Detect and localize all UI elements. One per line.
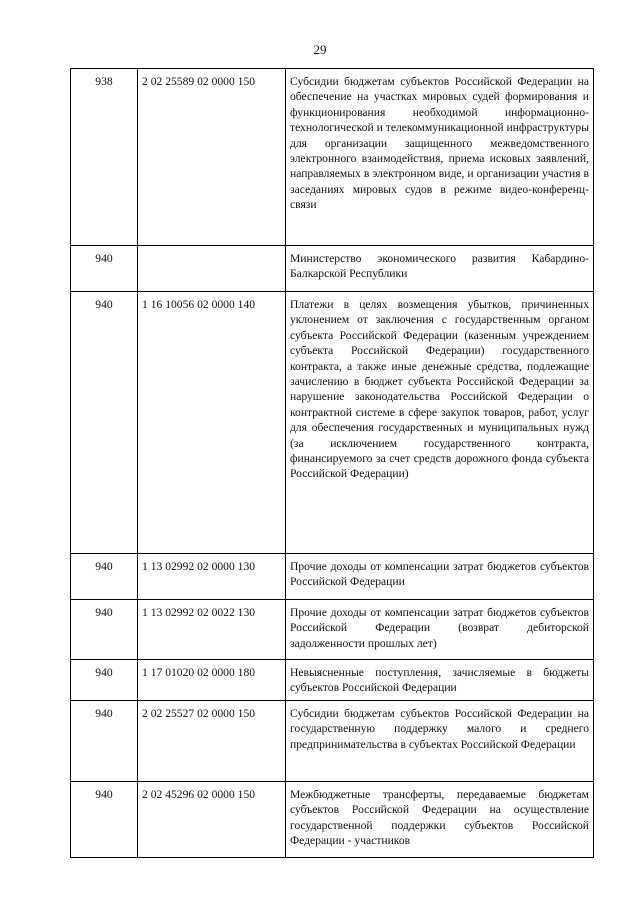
budget-classification-table: [70, 68, 594, 858]
income-name-cell: Прочие доходы от компенсации затрат бюджетов субъектов Российской Федерации (возврат дебиторской задолженности прошлых лет): [286, 600, 594, 660]
table-row: [71, 781, 594, 857]
income-name-cell: Межбюджетные трансферты, передаваемые бюджетам субъектов Российской Федерации на осуществление государственной поддержки субъектов Российской Федерации - участников: [286, 781, 594, 857]
budget-code-cell: 2 02 45296 02 0000 150: [138, 781, 286, 857]
budget-code-cell: 2 02 25527 02 0000 150: [138, 700, 286, 781]
admin-code-cell: 940: [71, 600, 138, 660]
table-row: [71, 660, 594, 701]
budget-code-cell: 1 16 10056 02 0000 140: [138, 292, 286, 554]
admin-code-cell: 940: [71, 246, 138, 292]
budget-code-cell: 1 17 01020 02 0000 180: [138, 660, 286, 701]
admin-code-cell: 940: [71, 554, 138, 600]
table-row: [71, 554, 594, 600]
budget-code-cell: 1 13 02992 02 0000 130: [138, 554, 286, 600]
table-row: [71, 700, 594, 781]
admin-code-cell: 938: [71, 69, 138, 246]
budget-code-cell: 1 13 02992 02 0022 130: [138, 600, 286, 660]
admin-code-cell: 940: [71, 660, 138, 701]
page-number: 29: [313, 42, 327, 57]
income-name-cell: Невыясненные поступления, зачисляемые в бюджеты субъектов Российской Федерации: [286, 660, 594, 701]
table-row: [71, 246, 594, 292]
income-name-cell: Министерство экономического развития Кабардино-Балкарской Республики: [286, 246, 594, 292]
table-row: [71, 69, 594, 246]
budget-code-cell: [138, 246, 286, 292]
admin-code-cell: 940: [71, 781, 138, 857]
table-row: [71, 292, 594, 554]
table-row: [71, 600, 594, 660]
budget-code-cell: 2 02 25589 02 0000 150: [138, 69, 286, 246]
income-name-cell: Платежи в целях возмещения убытков, причиненных уклонением от заключения с государственным органом субъекта Российской Федерации (казенным учреждением субъекта Российской Федерации) государственного контракта, а также иные денежные средства, подлежащие зачислению в бюджет субъекта Российской Федерации за нарушение законодательства Российской Федерации о контрактной системе в сфере закупок товаров, работ, услуг для обеспечения государственных и муниципальных нужд (за исключением государственного контракта, финансируемого за счет средств дорожного фонда субъекта Российской Федерации): [286, 292, 594, 554]
admin-code-cell: 940: [71, 292, 138, 554]
admin-code-cell: 940: [71, 700, 138, 781]
income-name-cell: Субсидии бюджетам субъектов Российской Федерации на государственную поддержку малого и среднего предпринимательства в субъектах Российской Федерации: [286, 700, 594, 781]
income-name-cell: Прочие доходы от компенсации затрат бюджетов субъектов Российской Федерации: [286, 554, 594, 600]
income-name-cell: Субсидии бюджетам субъектов Российской Федерации на обеспечение на участках мировых судей формирования и функционирования необходимой информационно-технологической и телекоммуникационной инфраструктуры для организации защищенного межведомственного электронного взаимодействия, приема исковых заявлений, направляемых в электронном виде, и организации участия в заседаниях мировых судов в режиме видео-конференц-связи: [286, 69, 594, 246]
